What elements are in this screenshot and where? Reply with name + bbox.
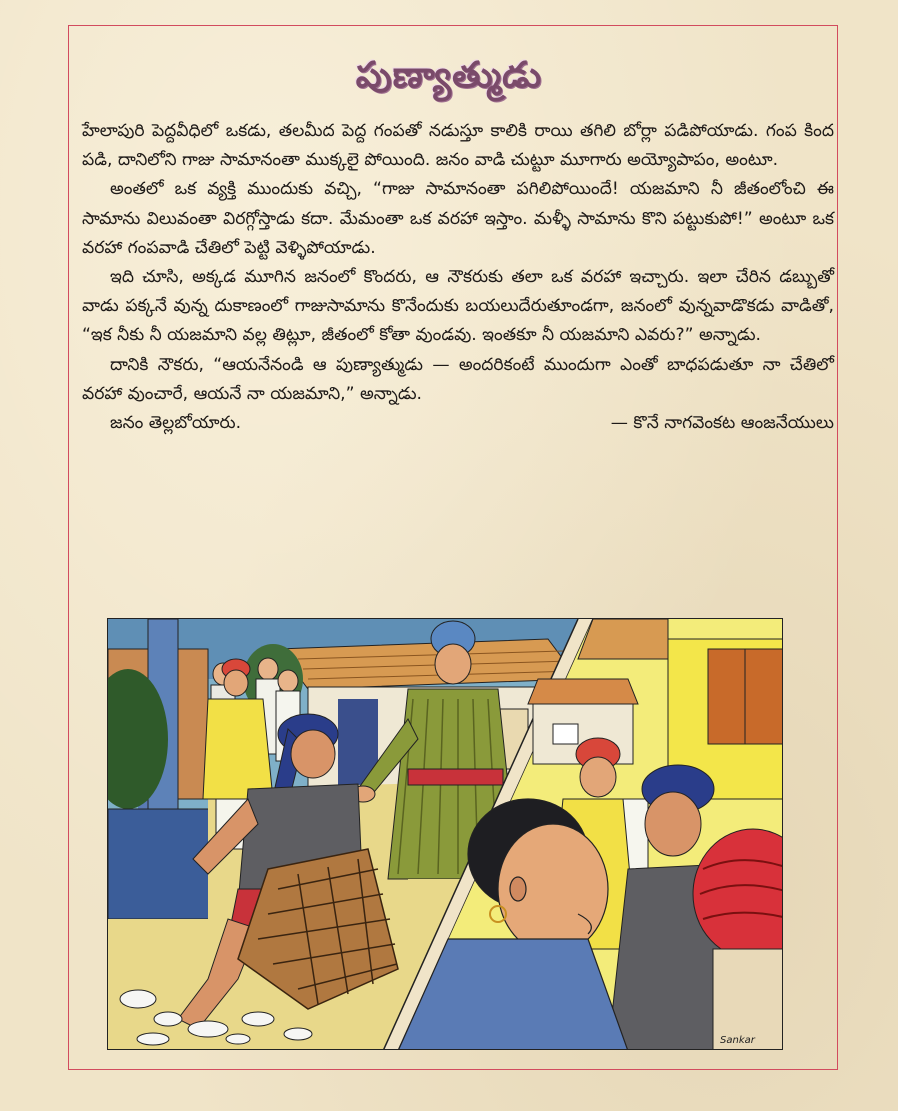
artist-signature: Sankar: [720, 1035, 755, 1046]
closing-line: [82, 409, 834, 438]
closing-sentence: జనం తెల్లబోయారు.: [110, 413, 242, 434]
author-credit: — కొనే నాగవెంకట ఆంజనేయులు: [610, 413, 834, 434]
story-paragraph: ఇది చూసి, అక్కడ మూగిన జనంలో కొందరు, ఆ నౌకరుకు తలా ఒక వరహా ఇచ్చారు. ఇలా చేరిన డబ్బుతో వాడు పక్కనే వున్న దుకాణంలో గాజుసామాను కొనేందుకు బయలుదేరుతూండగా, జనంలో వున్నవాడొకడు వాడితో, “ఇక నీకు నీ యజమాని వల్ల తిట్లూ, జీతంలో కోతా వుండవు. ఇంతకూ నీ యజమాని ఎవరు?” అన్నాడు.: [82, 267, 834, 346]
story-illustration: [107, 618, 783, 1050]
story-paragraph: హేలాపురి పెద్దవీధిలో ఒకడు, తలమీద పెద్ద గంపతో నడుస్తూ కాలికి రాయి తగిలి బోర్లా పడిపోయాడు. గంప కింద పడి, దానిలోని గాజు సామానంతా ముక్కలై పోయింది. జనం వాడి చుట్టూ మూగారు అయ్యోపాపం, అంటూ.: [82, 121, 834, 171]
story-body: [82, 117, 834, 438]
illustration-art: [108, 619, 783, 1050]
story-paragraph: దానికి నౌకరు, “ఆయనేనండి ఆ పుణ్యాత్ముడు — అందరికంటే ముందుగా ఎంతో బాధపడుతూ నా చేతిలో వరహా వుంచారే, ఆయనే నా యజమాని,” అన్నాడు.: [82, 354, 834, 404]
story-title: పుణ్యాత్ముడు: [355, 55, 543, 96]
story-paragraph: అంతలో ఒక వ్యక్తి ముందుకు వచ్చి, “గాజు సామానంతా పగిలిపోయిందే! యజమాని నీ జీతంలోంచి ఈ సామాను విలువంతా విరగ్గోస్తాడు కదా. మేమంతా ఒక వరహా ఇస్తాం. మళ్ళీ సామాను కొని పట్టుకుపో!” అంటూ ఒక వరహా గంపవాడి చేతిలో పెట్టి వెళ్ళిపోయాడు.: [82, 179, 834, 258]
